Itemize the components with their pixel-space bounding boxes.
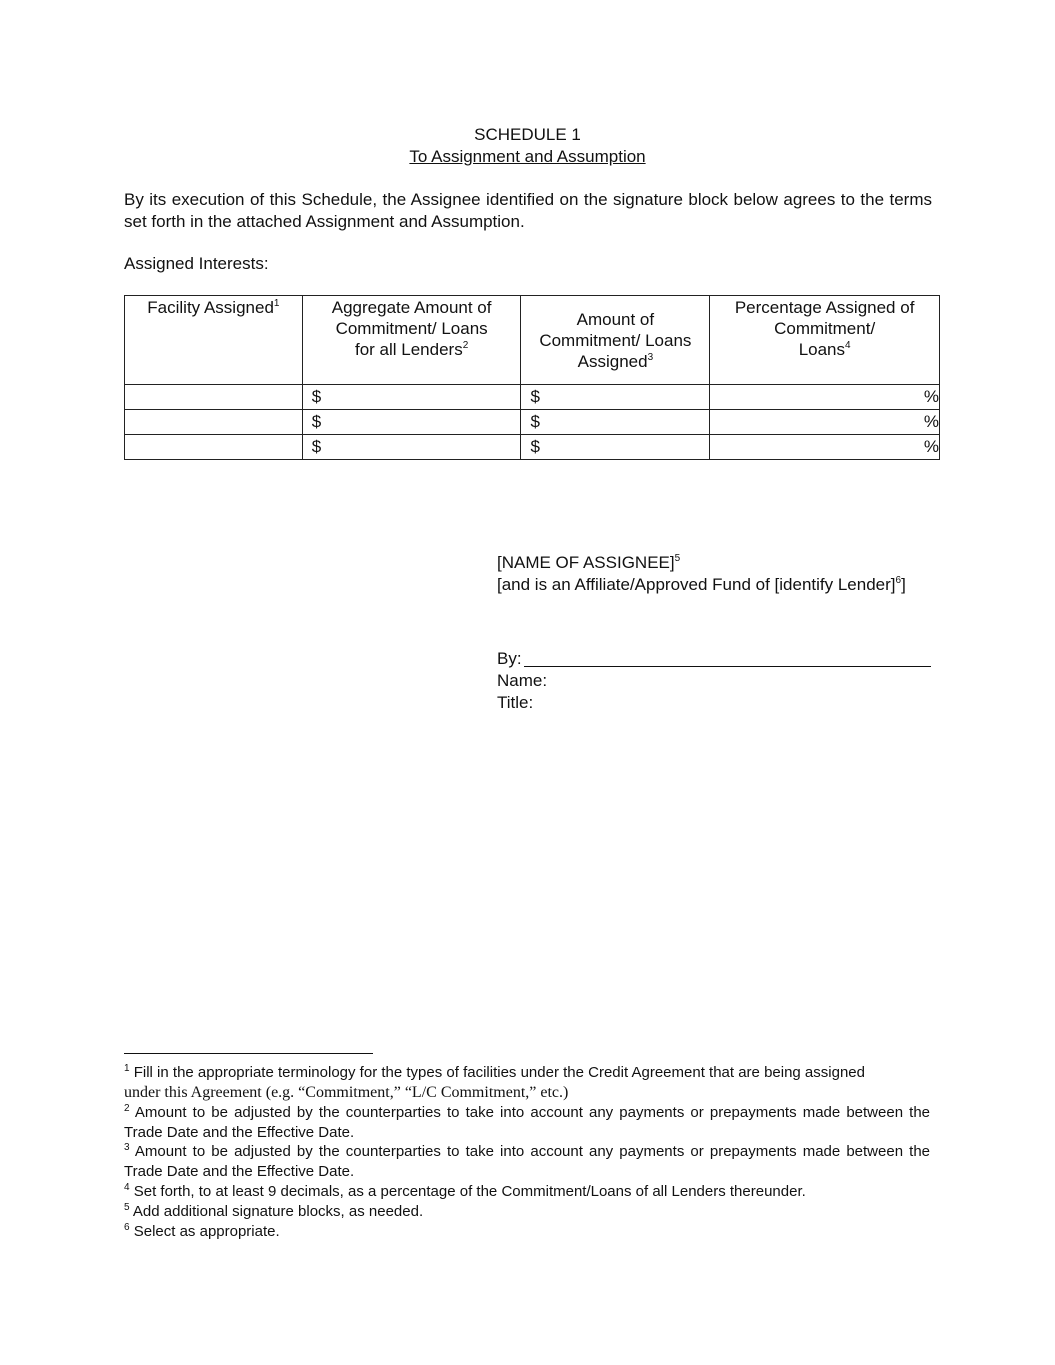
- aggregate-cell[interactable]: $: [302, 435, 521, 460]
- assignee-name-line: [NAME OF ASSIGNEE]$^5$: [497, 553, 681, 572]
- header-amount-assigned: Amount of Commitment/ Loans Assigned$^3$: [521, 296, 710, 385]
- name-label: Name:: [497, 671, 548, 690]
- percentage-cell[interactable]: %: [710, 410, 940, 435]
- percentage-cell[interactable]: %: [710, 385, 940, 410]
- amount-cell[interactable]: $: [521, 410, 710, 435]
- footnote-5: $^5$ Add additional signature blocks, as needed.: [124, 1202, 424, 1220]
- footnote-3: $^3$ Amount to be adjusted by the counterparties to take into account any payments or prepayments made between the Trade Date and the Effective Date.: [124, 1142, 930, 1180]
- footnote-6: $^6$ Select as appropriate.: [124, 1222, 280, 1240]
- header-percentage-assigned: Percentage Assigned of Commitment/ Loans$^4$: [710, 296, 940, 385]
- table-row: [125, 435, 940, 460]
- by-label: By:: [497, 649, 522, 668]
- amount-cell[interactable]: $: [521, 435, 710, 460]
- header-facility-assigned: Facility Assigned$^1$: [125, 296, 303, 385]
- affiliate-line: [and is an Affiliate/Approved Fund of [identify Lender]$^6$]: [497, 575, 906, 594]
- schedule-title: SCHEDULE 1: [474, 125, 581, 144]
- signature-line[interactable]: [524, 666, 931, 667]
- footnote-1: $^1$ Fill in the appropriate terminology for the types of facilities under the Credit Agreement that are being assigned under this Agreement (e.g. “Commitment,” “L/C Commitment,” etc.): [124, 1063, 865, 1101]
- table-row: [125, 385, 940, 410]
- footnote-2: $^2$ Amount to be adjusted by the counterparties to take into account any payments or prepayments made between the Trade Date and the Effective Date.: [124, 1103, 930, 1141]
- footnote-4: $^4$ Set forth, to at least 9 decimals, as a percentage of the Commitment/Loans of all Lenders thereunder.: [124, 1182, 806, 1200]
- footnote-divider: [124, 1053, 373, 1054]
- aggregate-cell[interactable]: $: [302, 385, 521, 410]
- schedule-subtitle: To Assignment and Assumption: [409, 147, 646, 166]
- facility-cell[interactable]: [125, 410, 303, 435]
- aggregate-cell[interactable]: $: [302, 410, 521, 435]
- header-aggregate-amount: Aggregate Amount of Commitment/ Loans for all Lenders$^2$: [302, 296, 521, 385]
- title-label: Title:: [497, 693, 534, 712]
- assigned-interests-label: Assigned Interests:: [124, 254, 269, 273]
- facility-cell[interactable]: [125, 435, 303, 460]
- percentage-cell[interactable]: %: [710, 435, 940, 460]
- assigned-interests-table: [124, 295, 940, 460]
- intro-paragraph: By its execution of this Schedule, the Assignee identified on the signature block below agrees to the terms set forth in the attached Assignment and Assumption.: [124, 190, 932, 231]
- table-row: [125, 410, 940, 435]
- facility-cell[interactable]: [125, 385, 303, 410]
- amount-cell[interactable]: $: [521, 385, 710, 410]
- table-header-row: [125, 296, 940, 385]
